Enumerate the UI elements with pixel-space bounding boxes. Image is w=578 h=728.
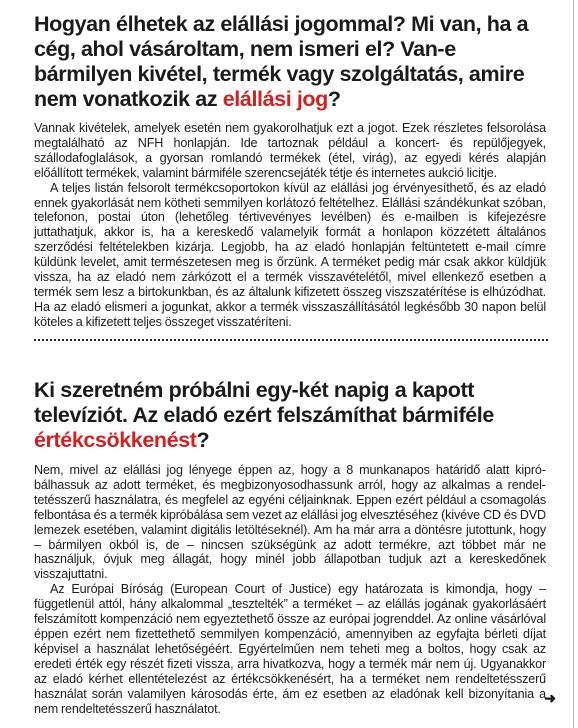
question-heading [0,378,578,453]
qa-section-depreciation [0,378,578,716]
question-heading-text: Hogyan élhetek az elállási jogommal? Mi van, ha a cég, ahol vásároltam, nem ismeri el? Van-e bármilyen kivétel, termék vagy szolgáltatás, amire nem vonatkozik az [34,12,529,111]
question-heading-highlight: értékcsökkenést [34,428,197,452]
answer-paragraph: Vannak kivételek, amelyek esetén nem gyakorolhatjuk ezt a jogot. Ezek részletes felsorolása megtalálható az NFH honlapján. Ide tartoznak például a koncert- és repülőjegyek, szállodafoglalások, a gyorsan romlandó termékek (étel, virág), az egyedi kérés alapján előállított termékek, valamint bármiféle szerencsejáték tétje és internetes aukció licitje. [34,121,546,180]
arrow-right-icon: ➜ [544,690,556,706]
answer-body [0,121,578,330]
answer-paragraph: Az Európai Bíróság (European Court of Justice) egy határozata is kimondja, hogy – függetlenül attól, hány alkalommal „tesztelték” a terméket – az elállás jogának gyakorlásáért felszámított kompenzáció nem egyeztethető össze az európai jogrenddel. Az online vásárlóval éppen ezért nem fizettethető semmilyen kompenzáció, amennyiben az egyfajta bérleti díjat képvisel a használat lehetőségéért. Egyértelműen nem teheti meg a boltos, hogy csak az eredeti érték egy részét fizeti vissza, arra hivatkozva, hogy a termék már nem új. Ugyanakkor az eladó kérhet ellentételezést az értékcsökkenésért, ha a terméket nem rendeltetésszerű használat során valamilyen károsodás érte, ám ez esetben az eladónak kell bizonyítania a nem rendeltetésszerű használatot. [34,582,546,716]
question-heading-end: ? [327,87,341,111]
answer-paragraph: Nem, mivel az elállási jog lényege éppen az, hogy a 8 munkanapos határidő alatt kipróbálhassuk az adott terméket, és megbizonyosodhassunk arról, hogy az alkalmas a rendeltetésszerű használatra, és megfelel az egyéni céljainknak. Eppen ezért például a csomagolás felbontása és a termék kipróbálása sem vezet az elállási jog elvesztéséhez (kivéve CD és DVD lemezek esetében, valamint digitális letöltéseknél). Am ha már arra a döntésre jutottunk, hogy – bármilyen okból is, de – nincsen szükségünk az adott termékre, azt többet már ne használjuk, óvjuk meg állagát, hogy minél jobb állapotban tudjuk azt a kereskedőnek visszajuttatni. [34,463,546,582]
answer-paragraph: A teljes listán felsorolt termékcsoportokon kívül az elállási jog érvényesíthető, és az eladó ennek gyakorlását nem kötheti semmilyen korlátozó feltételhez. Elállási szándékunkat szóban, telefonon, postai úton (lehetőleg tértivevényes levélben) és e-mailben is kifejezésre juttathatjuk, akkor is, ha a kereskedő valamelyik formát a honlapon közzétett általános szerződési feltételekben kizárja. Legjobb, ha az eladó honlapján feltüntetett e-mail címre küldünk levelet, amit természetesen meg is őrzünk. A terméket pedig már csak akkor küldjük vissza, ha az eladó nem zárkózott el a termék visszavételétől, mivel ellenkező esetben a termék sem lesz a birtokunkban, és az általunk kifizetett összeg viszszatérítése is elhúzódhat. Ha az eladó elismeri a jogunkat, akkor a termék visszaszállításától legkésőbb 30 napon belül köteles a kifizetett teljes összeget visszatéríteni. [34,180,546,329]
question-heading-highlight: elállási jog [222,87,328,111]
question-heading-text: Ki szeretném próbálni egy-két napig a kapott televíziót. Az eladó ezért felszámíthat bármiféle [34,378,494,427]
qa-section-withdrawal-right [0,12,578,330]
question-heading-end: ? [196,428,210,452]
answer-body [0,463,578,716]
dotted-separator [34,339,548,341]
question-heading [0,12,578,112]
